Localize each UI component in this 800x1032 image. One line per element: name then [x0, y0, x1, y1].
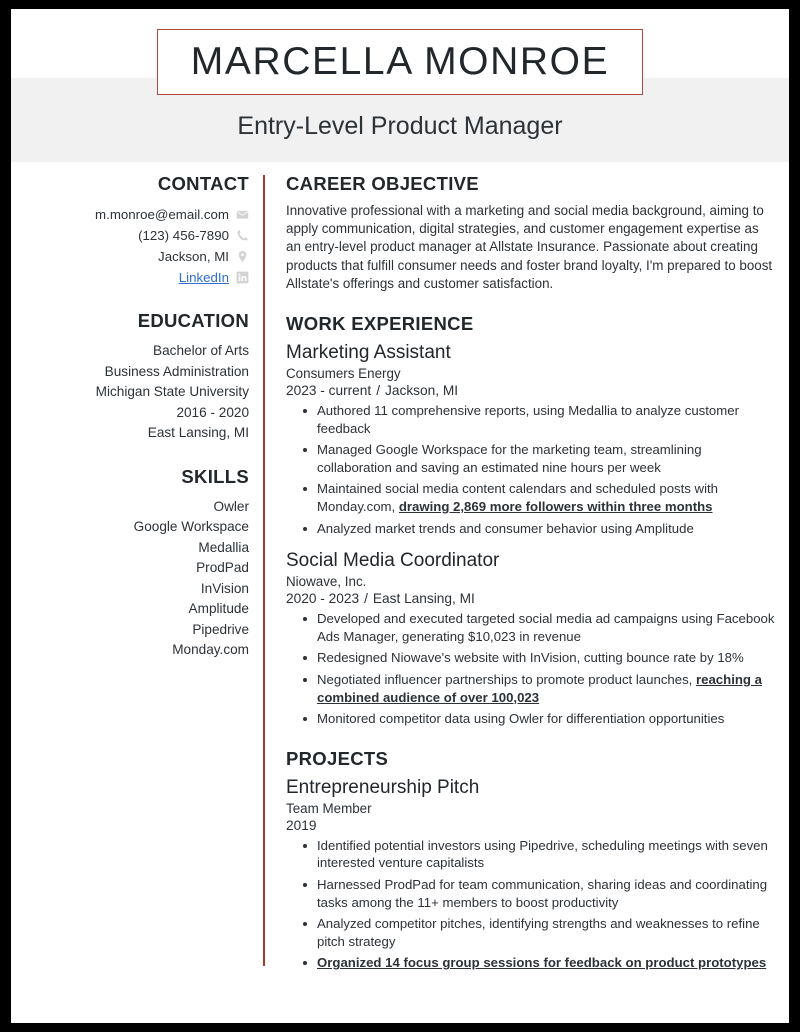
- contact-location-text: Jackson, MI: [158, 248, 229, 264]
- entry-meta: [286, 591, 777, 606]
- entry-organization: Consumers Energy: [286, 366, 401, 382]
- skill-item: Pipedrive: [192, 621, 249, 637]
- career-objective-section: [286, 173, 777, 293]
- linkedin-link[interactable]: LinkedIn: [178, 269, 229, 285]
- location-pin-icon: [236, 250, 249, 263]
- entry-bullet: Analyzed competitor pitches, identifying strengths and weaknesses to refine pitch strategy: [317, 915, 777, 950]
- skill-item: InVision: [200, 580, 249, 596]
- entry-dates: 2019: [286, 817, 317, 833]
- entry-bullet: Negotiated influencer partnerships to promote product launches, reaching a combined audience of over 100,023: [317, 671, 777, 706]
- experience-entry: [286, 550, 777, 728]
- entry-bullet: Monitored competitor data using Owler for differentiation opportunities: [317, 710, 777, 728]
- entry-bullet: Harnessed ProdPad for team communication, sharing ideas and coordinating tasks among the 11+ members to boost productivity: [317, 876, 777, 911]
- projects-heading: PROJECTS: [286, 747, 389, 769]
- bullet-highlight: drawing 2,869 more followers within three months: [398, 498, 713, 514]
- contact-heading: CONTACT: [157, 173, 249, 194]
- contact-item-phone: [11, 225, 249, 246]
- entry-bullet: Managed Google Workspace for the marketing team, streamlining collaboration and saving an estimated nine hours per week: [317, 441, 777, 476]
- entry-meta-separator: /: [364, 591, 368, 607]
- career-objective-heading: CAREER OBJECTIVE: [286, 173, 479, 194]
- resume-header: [11, 9, 789, 163]
- entry-dates: 2020 - 2023: [286, 591, 360, 607]
- projects-section: [286, 748, 777, 972]
- skill-item: Medallia: [198, 539, 249, 555]
- sidebar-column: [11, 173, 263, 972]
- skill-item: Monday.com: [172, 642, 249, 657]
- education-line: Bachelor of Arts: [153, 343, 249, 358]
- candidate-job-title: Entry-Level Product Manager: [237, 112, 563, 140]
- bullet-highlight: reaching a combined audience of over 100,023: [317, 671, 762, 705]
- skill-item: ProdPad: [196, 560, 249, 575]
- candidate-name: MARCELLA MONROE: [190, 40, 610, 83]
- envelope-icon: [236, 208, 249, 221]
- entry-bullet: Developed and executed targeted social media ad campaigns using Facebook Ads Manager, generating $10,023 in revenue: [317, 610, 777, 645]
- entry-meta: [286, 383, 777, 398]
- entry-bullet: Redesigned Niowave's website with InVision, cutting bounce rate by 18%: [317, 649, 777, 667]
- entry-dates: 2023 - current: [286, 383, 372, 399]
- work-experience-heading: WORK EXPERIENCE: [286, 313, 474, 335]
- contact-item-linkedin[interactable]: [11, 267, 249, 288]
- contact-item-email: [11, 204, 249, 225]
- entry-bullet-list: [286, 402, 777, 537]
- education-section: [11, 310, 249, 444]
- entry-bullet-list: [286, 837, 777, 972]
- main-column: [265, 173, 789, 972]
- name-box: [157, 29, 643, 95]
- contact-section: [11, 173, 249, 288]
- entry-organization: Niowave, Inc.: [286, 574, 367, 590]
- contact-item-location: [11, 246, 249, 267]
- entry-location: Jackson, MI: [385, 383, 459, 399]
- experience-entry: [286, 342, 777, 537]
- entry-organization: Team Member: [286, 800, 372, 816]
- skill-item: Google Workspace: [133, 519, 249, 534]
- entry-bullet: Analyzed market trends and consumer behavior using Amplitude: [317, 520, 777, 538]
- entry-bullet: Maintained social media content calendars and scheduled posts with Monday.com, drawing 2,869 more followers within three months: [317, 480, 777, 515]
- contact-linkedin-link-wrap: [179, 271, 229, 284]
- linkedin-icon[interactable]: [236, 271, 249, 284]
- entry-location: East Lansing, MI: [372, 591, 475, 607]
- skills-section: [11, 466, 249, 661]
- education-line: 2016 - 2020: [176, 404, 249, 420]
- skill-item: Amplitude: [188, 601, 249, 616]
- work-experience-section: [286, 313, 777, 728]
- resume-body: [11, 163, 789, 972]
- entry-meta-separator: /: [376, 383, 381, 399]
- skill-item: Owler: [213, 498, 249, 514]
- education-line: Business Administration: [104, 363, 249, 379]
- resume-page: [11, 9, 789, 1023]
- entry-title: Social Media Coordinator: [286, 550, 500, 572]
- experience-entry: [286, 777, 777, 972]
- entry-bullet-list: [286, 610, 777, 728]
- project-entry-list: [286, 777, 777, 972]
- entry-title: Entrepreneurship Pitch: [286, 776, 480, 798]
- entry-bullet: Organized 14 focus group sessions for feedback on product prototypes: [317, 954, 777, 972]
- contact-email-text: m.monroe@email.com: [95, 206, 229, 222]
- education-line: Michigan State University: [95, 384, 249, 399]
- skills-heading: SKILLS: [181, 465, 249, 487]
- entry-meta: [286, 818, 777, 833]
- entry-bullet: Authored 11 comprehensive reports, using Medallia to analyze customer feedback: [317, 402, 777, 437]
- education-heading: EDUCATION: [137, 310, 249, 331]
- work-entry-list: [286, 342, 777, 728]
- phone-icon: [236, 229, 249, 242]
- contact-phone-text: (123) 456-7890: [138, 227, 229, 243]
- entry-title: Marketing Assistant: [286, 342, 451, 364]
- career-objective-text: Innovative professional with a marketing and social media background, aiming to apply communication, digital strategies, and customer engagement expertise as an entry-level product manager at Allstate Insurance. Passionate about creating products that fulfill consumer needs and foster brand loyalty, I'm prepared to boost Allstate's offerings and customer satisfaction.: [286, 203, 773, 291]
- entry-bullet: Identified potential investors using Pipedrive, scheduling meetings with seven interested venture capitalists: [317, 837, 777, 872]
- education-line: East Lansing, MI: [147, 425, 249, 440]
